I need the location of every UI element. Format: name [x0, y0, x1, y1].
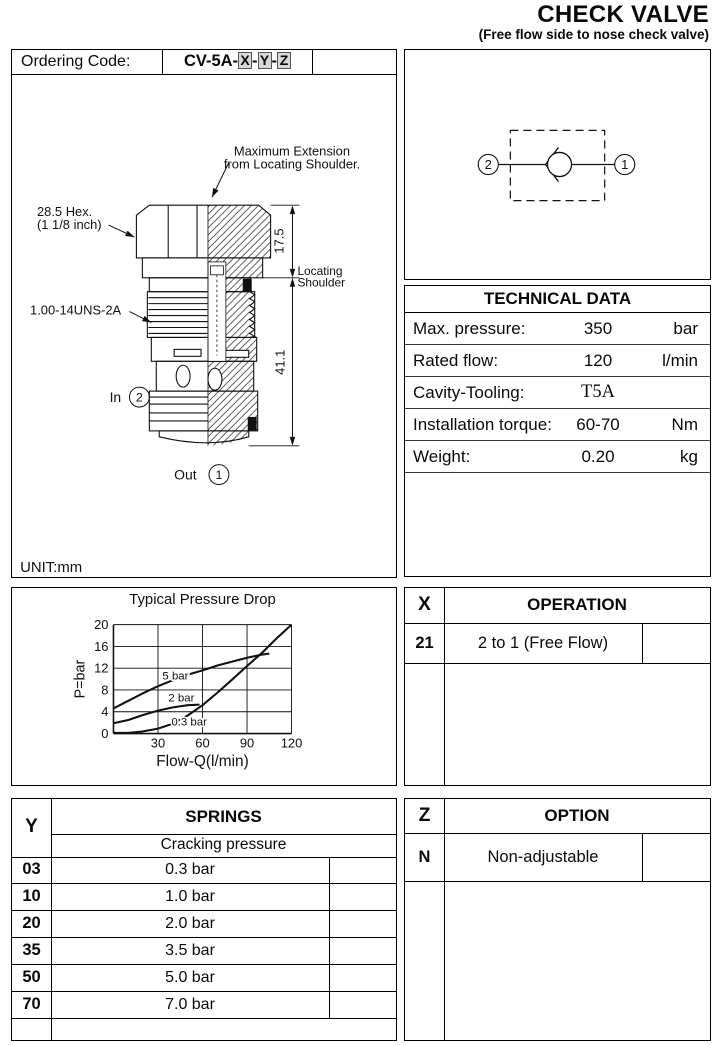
springs-row-code: 20 — [22, 914, 41, 932]
ordering-code-z: Z — [277, 52, 291, 69]
page-subtitle: (Free flow side to nose check valve) — [478, 26, 709, 42]
document-title-block — [479, 2, 709, 42]
option-table-header — [405, 799, 710, 834]
svg-text:60: 60 — [195, 735, 210, 751]
hydraulic-symbol-panel — [404, 49, 711, 280]
springs-row — [12, 938, 396, 965]
option-title: OPTION — [544, 806, 610, 825]
springs-row-code: 35 — [22, 941, 41, 959]
springs-row — [12, 884, 396, 911]
operation-title: OPERATION — [527, 595, 627, 614]
option-row-value: Non-adjustable — [487, 848, 599, 866]
option-row — [405, 834, 710, 882]
check-valve-ball — [547, 152, 571, 176]
svg-text:4: 4 — [101, 704, 109, 720]
springs-row-empty-cell — [329, 965, 396, 991]
springs-row-value: 7.0 bar — [165, 996, 215, 1013]
technical-data-row — [405, 345, 710, 377]
springs-row-code: 70 — [22, 995, 41, 1013]
springs-row-empty-cell — [329, 938, 396, 964]
operation-row-empty-cell — [642, 624, 710, 663]
hex-label-line2: (1 1/8 inch) — [37, 217, 102, 233]
ordering-code-y: Y — [258, 52, 272, 69]
svg-text:Typical Pressure Drop: Typical Pressure Drop — [129, 591, 276, 608]
springs-row-empty-cell — [329, 992, 396, 1018]
technical-data-row-unit: bar — [673, 318, 698, 338]
technical-data-table — [405, 313, 710, 473]
springs-row — [12, 965, 396, 992]
technical-data-row-label: Max. pressure: — [413, 318, 526, 338]
technical-data-row-unit: kg — [680, 446, 698, 466]
ordering-code-label: Ordering Code: — [12, 50, 163, 74]
option-row-code: N — [418, 848, 431, 866]
locating-shoulder-label-line1: Locating — [297, 263, 343, 278]
springs-row-code: 50 — [22, 968, 41, 986]
technical-data-row-label: Rated flow: — [413, 350, 499, 370]
springs-row-value: 0.3 bar — [165, 861, 215, 878]
svg-text:30: 30 — [150, 735, 166, 751]
svg-text:8: 8 — [101, 682, 109, 698]
technical-data-row — [405, 377, 710, 409]
page-title: CHECK VALVE — [537, 1, 709, 28]
pressure-drop-chart-panel — [11, 587, 397, 786]
max-extension-label-line1: Maximum Extension — [233, 143, 351, 159]
technical-data-row — [405, 441, 710, 473]
ordering-code-value — [163, 50, 313, 74]
springs-title: SPRINGS — [51, 799, 396, 835]
dim-17-5-label: 17.5 — [271, 228, 287, 254]
springs-row-code: 03 — [22, 860, 41, 878]
technical-data-row-value: 0.20 — [581, 446, 615, 466]
operation-table-panel — [404, 587, 711, 786]
springs-row-value: 3.5 bar — [165, 942, 215, 959]
pressure-drop-chart — [12, 588, 396, 785]
technical-data-row-unit: Nm — [671, 414, 698, 434]
technical-data-title: TECHNICAL DATA — [405, 286, 710, 313]
technical-data-row-value: 120 — [583, 350, 613, 370]
option-code-header: Z — [418, 805, 431, 826]
operation-row-description: 2 to 1 (Free Flow) — [477, 634, 609, 652]
out-port-number: 1 — [215, 468, 223, 483]
unit-note: UNIT:mm — [20, 560, 83, 576]
thread-spec-label: 1.00-14UNS-2A — [30, 302, 122, 318]
svg-text:16: 16 — [94, 638, 109, 654]
springs-row-value: 5.0 bar — [165, 969, 215, 986]
ordering-code-x: X — [238, 52, 252, 69]
springs-row-empty-cell — [329, 911, 396, 937]
technical-data-row-value: 60-70 — [576, 414, 620, 434]
locating-shoulder-label-line2: Shoulder — [297, 275, 346, 290]
technical-data-row-label: Installation torque: — [413, 414, 552, 434]
ordering-code-row — [12, 50, 396, 75]
svg-text:Flow-Q(l/min): Flow-Q(l/min) — [156, 753, 249, 771]
symbol-port-1-number: 1 — [621, 157, 629, 173]
ordering-code-sep1: - — [252, 52, 258, 70]
svg-text:P=bar: P=bar — [72, 659, 89, 699]
operation-row-code: 21 — [415, 634, 434, 652]
option-table-panel — [404, 798, 711, 1041]
operation-rows — [405, 624, 710, 664]
valve-cross-section-drawing — [12, 75, 396, 576]
dim-41-1-label: 41.1 — [272, 349, 288, 375]
springs-row-empty-cell — [329, 857, 396, 883]
option-rows — [405, 834, 710, 882]
springs-row-code: 10 — [22, 887, 41, 905]
ordering-code-prefix: CV-5A- — [183, 52, 239, 70]
operation-code-header: X — [418, 594, 431, 615]
svg-text:120: 120 — [280, 735, 303, 751]
springs-code-header: Y — [25, 816, 38, 837]
technical-data-row-value: T5A — [581, 382, 615, 402]
technical-data-row — [405, 409, 710, 441]
springs-row — [12, 857, 396, 884]
ordering-code-sep2: - — [271, 52, 278, 70]
springs-row-value: 2.0 bar — [165, 915, 215, 932]
springs-subtitle: Cracking pressure — [160, 836, 287, 853]
seal-lower — [248, 417, 257, 431]
ordering-and-drawing-panel — [11, 49, 397, 578]
springs-row-empty-cell — [329, 884, 396, 910]
svg-text:5 bar: 5 bar — [162, 670, 189, 683]
springs-row — [12, 911, 396, 938]
svg-text:0: 0 — [101, 726, 109, 741]
svg-text:20: 20 — [94, 617, 109, 633]
max-extension-label-line2: from Locating Shoulder. — [223, 156, 361, 172]
svg-text:12: 12 — [94, 660, 109, 676]
technical-data-panel — [404, 285, 711, 577]
operation-table-header — [405, 588, 710, 624]
technical-data-row-label: Weight: — [413, 446, 471, 466]
springs-rows — [12, 857, 396, 1019]
in-port-label: In — [109, 389, 122, 406]
technical-data-row-label: Cavity-Tooling: — [413, 382, 525, 402]
symbol-port-2-number: 2 — [484, 157, 492, 173]
springs-row — [12, 992, 396, 1019]
svg-text:90: 90 — [239, 735, 255, 751]
technical-data-row-unit: l/min — [662, 350, 698, 370]
hex-label-line1: 28.5 Hex. — [37, 204, 93, 220]
operation-row — [405, 624, 710, 664]
ordering-code-empty-cell — [313, 50, 396, 74]
svg-text:0.3 bar: 0.3 bar — [171, 716, 207, 729]
check-valve-symbol — [405, 50, 710, 279]
seal-upper — [243, 279, 252, 292]
technical-data-row — [405, 313, 710, 345]
svg-text:2 bar: 2 bar — [168, 692, 195, 705]
technical-data-row-value: 350 — [583, 318, 613, 338]
springs-table-panel — [11, 798, 397, 1041]
option-row-empty-cell — [642, 834, 710, 881]
out-port-label: Out — [174, 466, 197, 483]
in-port-number: 2 — [135, 390, 143, 405]
springs-row-value: 1.0 bar — [165, 888, 215, 905]
